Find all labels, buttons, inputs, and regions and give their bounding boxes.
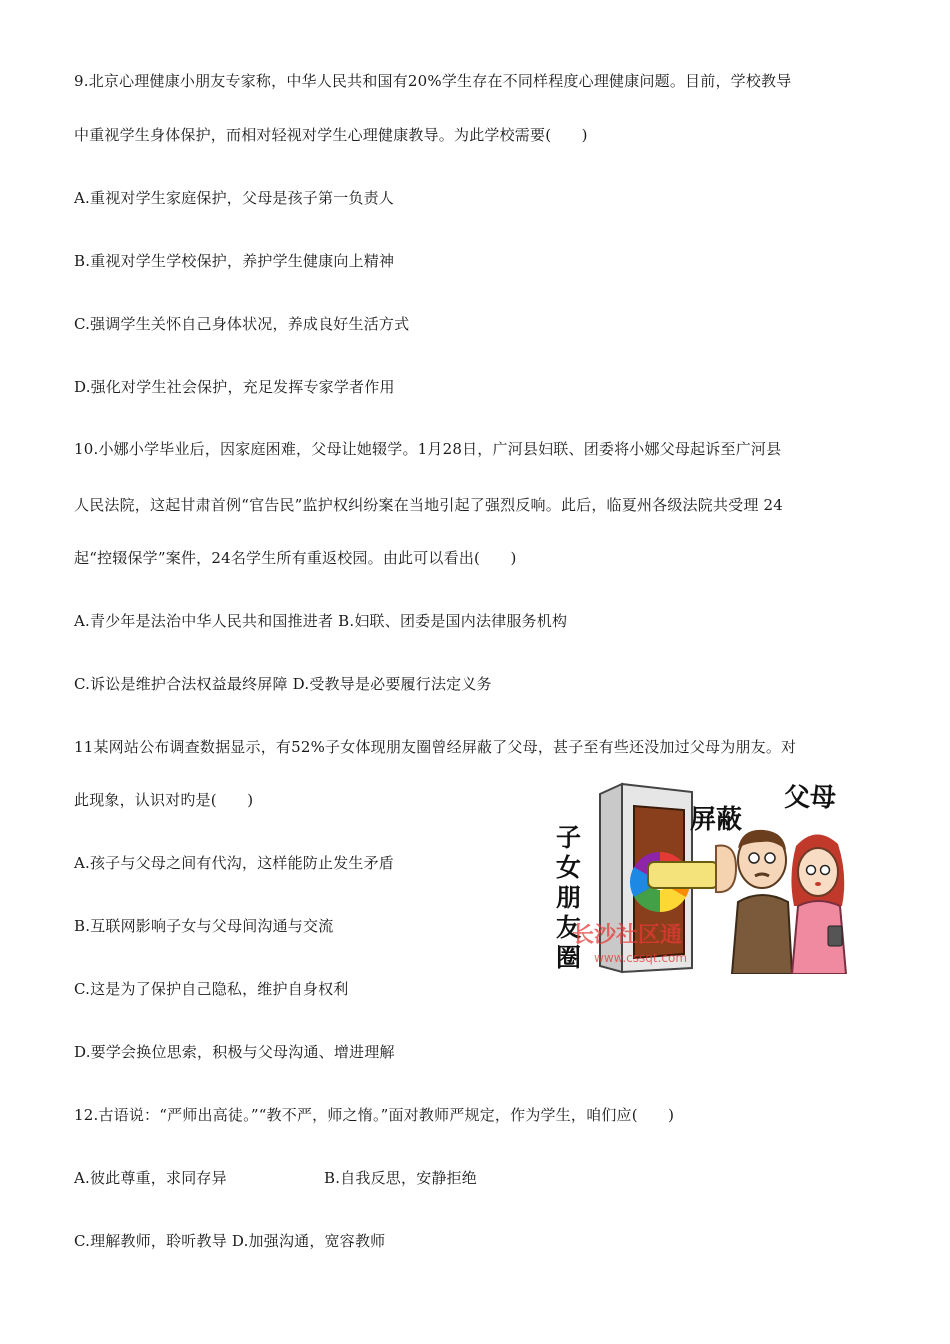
- fig-label-char-5: 圈: [556, 943, 582, 972]
- q10-stem-line3: 起“控辍保学”案件，24名学生所有重返校园。由此可以看出( ): [74, 549, 517, 567]
- q12-options-cd: C.理解教师，聆听教导 D.加强沟通，宽容教师: [74, 1232, 386, 1250]
- q9-stem-line2: 中重视学生身体保护，而相对轻视对学生心理健康教导。为此学校需要( ): [74, 126, 588, 144]
- q9-option-c: C.强调学生关怀自己身体状况，养成良好生活方式: [74, 315, 410, 333]
- fig-label-block: 屏蔽: [690, 805, 743, 835]
- q11-option-d: D.要学会换位思索，积极与父母沟通、增进理解: [74, 1043, 395, 1061]
- q11-option-c: C.这是为了保护自己隐私，维护自身权利: [74, 980, 349, 998]
- q10-options-ab: A.青少年是法治中华人民共和国推进者 B.妇联、团委是国内法律服务机构: [74, 612, 568, 630]
- q11-option-b: B.互联网影响子女与父母间沟通与交流: [74, 917, 334, 935]
- fig-label-char-2: 女: [556, 853, 582, 882]
- fig-label-char-3: 朋: [556, 883, 582, 912]
- q9-option-b: B.重视对学生学校保护，养护学生健康向上精神: [74, 252, 395, 270]
- q9-stem-line1: 9.北京心理健康小朋友专家称，中华人民共和国有20%学生存在不同样程度心理健康问题。目前，学校教导: [74, 72, 792, 90]
- q12-stem: 12.古语说：“严师出高徒。”“教不严，师之惰。”面对教师严规定，作为学生，咱们应( ): [74, 1106, 675, 1124]
- cartoon-svg: [552, 776, 852, 974]
- q9-option-a: A.重视对学生家庭保护，父母是孩子第一负责人: [74, 189, 395, 207]
- q12-option-b: B.自我反思，安静拒绝: [324, 1169, 477, 1187]
- q12-option-a: A.彼此尊重，求同存异: [74, 1169, 227, 1187]
- q11-stem-line2: 此现象，认识对旳是( ): [74, 791, 254, 809]
- q9-option-d: D.强化对学生社会保护，充足发挥专家学者作用: [74, 378, 395, 396]
- q10-options-cd: C.诉讼是维护合法权益最终屏障 D.受教导是必要履行法定义务: [74, 675, 492, 693]
- fig-label-char-1: 子: [556, 823, 582, 852]
- mother-figure-icon: [791, 834, 846, 974]
- q11-option-a: A.孩子与父母之间有代沟，这样能防止发生矛盾: [74, 854, 395, 872]
- q10-stem-line1: 10.小娜小学毕业后，因家庭困难，父母让她辍学。1月28日，广河县妇联、团委将小娜父母起诉至广河县: [74, 440, 782, 458]
- fig-watermark: 长沙社区通: [572, 923, 683, 948]
- fig-label-parents: 父母: [784, 783, 837, 813]
- cartoon-illustration: [552, 776, 852, 974]
- q10-stem-line2: 人民法院，这起甘肃首例“官告民”监护权纠纷案在当地引起了强烈反响。此后，临夏州各级法院共受理 24: [74, 496, 783, 514]
- fig-watermark-url: www.cssqt.com: [594, 951, 688, 965]
- q11-stem-line1: 11某网站公布调查数据显示，有52%子女体现朋友圈曾经屏蔽了父母，甚子至有些还没加过父母为朋友。对: [74, 738, 797, 756]
- fig-label-char-4: 友: [556, 913, 582, 942]
- father-figure-icon: [732, 830, 792, 974]
